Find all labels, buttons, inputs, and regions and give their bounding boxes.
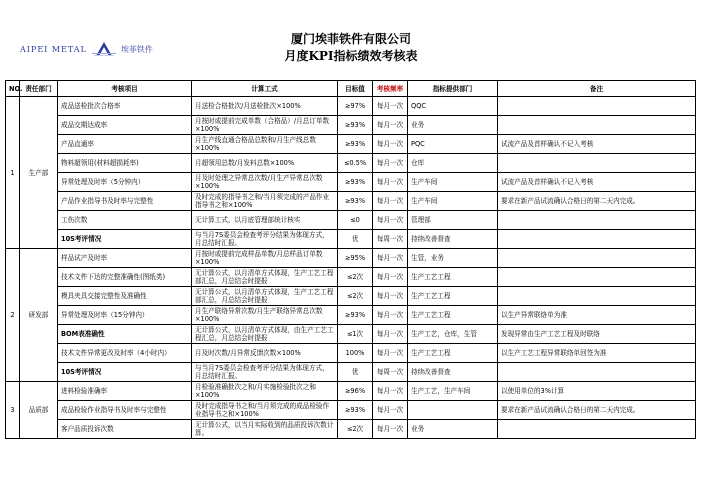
kpi-target: ≥93%: [338, 306, 373, 325]
kpi-target: ≥97%: [338, 97, 373, 116]
table-row: [6, 287, 696, 306]
table-row: [6, 97, 696, 116]
table-row: [6, 401, 696, 420]
kpi-formula: 无计算工式，以月底管理部统计核实: [192, 211, 338, 230]
table-row: [6, 363, 696, 382]
kpi-target: ≥93%: [338, 116, 373, 135]
kpi-formula: 月送检合格批次/月送检批次×100%: [192, 97, 338, 116]
kpi-item: 工伤次数: [58, 211, 192, 230]
kpi-frequency: 每月一次: [373, 192, 408, 211]
kpi-item: BOM表准确性: [58, 325, 192, 344]
kpi-note: 要求在新产品试流确认合格日的第二天内完成。: [498, 192, 696, 211]
table-row: [6, 192, 696, 211]
table-row: [6, 230, 696, 249]
kpi-frequency: 每月一次: [373, 154, 408, 173]
kpi-note: [498, 287, 696, 306]
kpi-formula: 无计算公式，以月清单方式体现，生产工艺工程部汇总，月总结会时提报: [192, 287, 338, 306]
kpi-target: ≤2次: [338, 420, 373, 439]
kpi-provider: QQC: [408, 97, 498, 116]
kpi-provider: [408, 401, 498, 420]
kpi-formula: 月生产联络异常次数/月生产联络异常总次数×100%: [192, 306, 338, 325]
kpi-note: 以使用单位的3%计算: [498, 382, 696, 401]
kpi-note: [498, 363, 696, 382]
table-row: [6, 382, 696, 401]
kpi-item: 样品试产及时率: [58, 249, 192, 268]
kpi-target: ≥93%: [338, 173, 373, 192]
kpi-item: 客户品质投诉次数: [58, 420, 192, 439]
kpi-frequency: 每月一次: [373, 401, 408, 420]
kpi-frequency: 每月一次: [373, 211, 408, 230]
kpi-item: 模具夹具交接完整性及准确性: [58, 287, 192, 306]
kpi-note: [498, 420, 696, 439]
group-number: 1: [6, 97, 20, 249]
col-no-header: NO.: [6, 81, 20, 97]
kpi-item: 成品送检批次合格率: [58, 97, 192, 116]
kpi-frequency: 每月一次: [373, 135, 408, 154]
col-provider-header: 指标提供部门: [408, 81, 498, 97]
kpi-frequency: 每月一次: [373, 116, 408, 135]
kpi-formula: 及时完成指导书之和/当月须完成的成品检验作业指导书之和×100%: [192, 401, 338, 420]
kpi-frequency: 每月一次: [373, 249, 408, 268]
kpi-note: [498, 268, 696, 287]
kpi-item: 10S考评情况: [58, 363, 192, 382]
report-header: [0, 0, 702, 80]
col-dept-header: 责任部门: [20, 81, 58, 97]
kpi-note: [498, 154, 696, 173]
kpi-provider: 业务: [408, 116, 498, 135]
kpi-item: 技术文件异常更改及时率（4小时内）: [58, 344, 192, 363]
kpi-note: [498, 116, 696, 135]
table-row: [6, 211, 696, 230]
kpi-frequency: 每月一次: [373, 306, 408, 325]
table-row: [6, 116, 696, 135]
kpi-formula: 与当月7S委员会检查考评分结果为体现方式，月总结时汇报。: [192, 363, 338, 382]
kpi-frequency: 每月一次: [373, 344, 408, 363]
col-item-header: 考核项目: [58, 81, 192, 97]
kpi-target: ≥93%: [338, 192, 373, 211]
kpi-frequency: 每月一次: [373, 97, 408, 116]
table-row: [6, 154, 696, 173]
kpi-provider: 仓库: [408, 154, 498, 173]
kpi-item: 成品检验作业指导书及时率与完整性: [58, 401, 192, 420]
kpi-formula: 月检验准确批次之和/月实施检验批次之和×100%: [192, 382, 338, 401]
kpi-formula: 与当月7S委员会检查考评分结果为体现方式，月总结时汇报。: [192, 230, 338, 249]
kpi-item: 产品作业指导书及时率与完整性: [58, 192, 192, 211]
group-number: 3: [6, 382, 20, 439]
kpi-item: 技术文件下达的完整准确性(图纸类): [58, 268, 192, 287]
kpi-note: [498, 249, 696, 268]
kpi-provider: 生产工艺，仓库，生管: [408, 325, 498, 344]
kpi-target: ≤2次: [338, 287, 373, 306]
kpi-target: ≤1次: [338, 325, 373, 344]
responsible-department: 品质部: [20, 382, 58, 439]
table-row: [6, 135, 696, 154]
kpi-target: ≤0: [338, 211, 373, 230]
table-row: [6, 344, 696, 363]
kpi-target: ≤0.5%: [338, 154, 373, 173]
kpi-target: 优: [338, 363, 373, 382]
kpi-provider: 生产工艺，生产车间: [408, 382, 498, 401]
kpi-provider: 管理部: [408, 211, 498, 230]
kpi-note: [498, 97, 696, 116]
kpi-note: 以生产工艺工程异常联络单回签为准: [498, 344, 696, 363]
kpi-table-body: [6, 97, 696, 439]
kpi-item: 产品直通率: [58, 135, 192, 154]
kpi-formula: 无计算公式，以月清单方式体现，由生产工艺工程汇总，月总结会时提报: [192, 325, 338, 344]
kpi-item: 物料超领用(材料超损耗率): [58, 154, 192, 173]
kpi-frequency: 每月一次: [373, 268, 408, 287]
kpi-frequency: 每月一次: [373, 287, 408, 306]
table-row: [6, 249, 696, 268]
kpi-note: 以生产异常联络单为准: [498, 306, 696, 325]
kpi-provider: 业务: [408, 420, 498, 439]
kpi-formula: 无计算公式，以当月实际收到的品质投诉次数计算。: [192, 420, 338, 439]
responsible-department: 研发部: [20, 249, 58, 382]
kpi-formula: 月按时或提前完成单数（合格品）/月总订单数×100%: [192, 116, 338, 135]
kpi-target: ≥96%: [338, 382, 373, 401]
table-row: [6, 268, 696, 287]
kpi-target: ≤2次: [338, 268, 373, 287]
kpi-formula: 月按时或提前完成样品单数/月总样品订单数×100%: [192, 249, 338, 268]
kpi-frequency: 每周一次: [373, 230, 408, 249]
kpi-provider: 生产车间: [408, 192, 498, 211]
kpi-note: 试流产品及首样确认不记入考核: [498, 135, 696, 154]
kpi-item: 成品交期达成率: [58, 116, 192, 135]
kpi-note: [498, 230, 696, 249]
kpi-target: ≥93%: [338, 135, 373, 154]
kpi-target: ≥93%: [338, 401, 373, 420]
kpi-formula: 无计算公式，以月清单方式体现，生产工艺工程部汇总，月总结会时提报: [192, 268, 338, 287]
kpi-frequency: 每月一次: [373, 173, 408, 192]
kpi-note: 要求在新产品试流确认合格日的第二天内完成。: [498, 401, 696, 420]
group-number: 2: [6, 249, 20, 382]
kpi-item: 异常处理及时率（5分钟内）: [58, 173, 192, 192]
table-row: [6, 420, 696, 439]
kpi-formula: 月生产线直通合格品总数和/月生产线总数×100%: [192, 135, 338, 154]
kpi-target: 优: [338, 230, 373, 249]
kpi-note: [498, 211, 696, 230]
responsible-department: 生产部: [20, 97, 58, 249]
kpi-provider: 持续改善督查: [408, 230, 498, 249]
col-frequency-header: 考核频率: [373, 81, 408, 97]
logo-text: AIPEI METAL: [20, 44, 87, 54]
kpi-provider: 持续改善督查: [408, 363, 498, 382]
kpi-provider: 生产工艺工程: [408, 344, 498, 363]
table-header-row: [6, 81, 696, 97]
kpi-item: 异常处理及时率（15分钟内）: [58, 306, 192, 325]
kpi-target: ≥95%: [338, 249, 373, 268]
kpi-formula: 及时完成的指导书之和/当月须完成的产品作业指导书之和×100%: [192, 192, 338, 211]
table-row: [6, 173, 696, 192]
kpi-provider: PQC: [408, 135, 498, 154]
kpi-frequency: 每月一次: [373, 382, 408, 401]
kpi-provider: 生产工艺工程: [408, 268, 498, 287]
table-row: [6, 325, 696, 344]
kpi-provider: 生产车间: [408, 173, 498, 192]
kpi-note: 试流产品及首样确认不记入考核: [498, 173, 696, 192]
kpi-table: [5, 80, 696, 439]
col-formula-header: 计算工式: [192, 81, 338, 97]
table-row: [6, 306, 696, 325]
col-target-header: 目标值: [338, 81, 373, 97]
kpi-formula: 月超领用总数/月发料总数×100%: [192, 154, 338, 173]
kpi-provider: 生产工艺工程: [408, 306, 498, 325]
kpi-target: 100%: [338, 344, 373, 363]
col-note-header: 备注: [498, 81, 696, 97]
kpi-formula: 月及时次数/月异常反馈次数×100%: [192, 344, 338, 363]
kpi-frequency: 每月一次: [373, 325, 408, 344]
kpi-formula: 月及时处理之异常总次数/月生产异常总次数×100%: [192, 173, 338, 192]
kpi-item: 10S考评情况: [58, 230, 192, 249]
kpi-frequency: 每月一次: [373, 420, 408, 439]
kpi-item: 进料检验准确率: [58, 382, 192, 401]
kpi-provider: 生管，业务: [408, 249, 498, 268]
kpi-note: 发现异常由生产工艺工程及时联络: [498, 325, 696, 344]
page-title: 月度KPI指标绩效考核表: [284, 49, 418, 63]
kpi-provider: 生产工艺工程: [408, 287, 498, 306]
logo-chinese-name: 埃菲铁件: [120, 44, 153, 54]
kpi-frequency: 每周一次: [373, 363, 408, 382]
company-name: 厦门埃菲铁件有限公司: [290, 32, 411, 46]
